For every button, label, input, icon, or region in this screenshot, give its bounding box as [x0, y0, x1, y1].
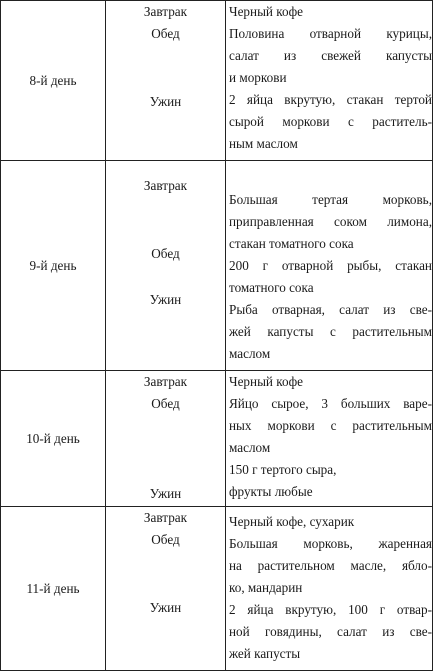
food-line: ко, мандарин [229, 580, 303, 595]
meal-cell [106, 161, 226, 371]
meal-cell [106, 1, 226, 161]
food-line: маслом [229, 440, 271, 455]
food-line: маслом [229, 346, 271, 361]
food-line: ной говядины, салат из све- [229, 624, 432, 639]
day-label-cell [1, 371, 106, 507]
day-label: 10-й день [26, 430, 80, 446]
food-line: и моркови [229, 70, 287, 85]
food-line: Большая морковь, жаренная [229, 536, 432, 551]
food-line: Черный кофе, сухарик [229, 514, 355, 529]
day-label-cell [1, 161, 106, 371]
food-line: Большая тертая морковь, [229, 192, 432, 207]
day-label-cell [1, 507, 106, 671]
meal-breakfast: Завтрак [143, 374, 188, 389]
food-line: на растительном масле, ябло- [229, 558, 432, 573]
food-line: томатного сока [229, 280, 314, 295]
meal-breakfast: Завтрак [143, 178, 188, 193]
meal-breakfast: Завтрак [143, 4, 188, 19]
food-line: фрукты любые [229, 484, 313, 499]
meal-dinner: Ужин [149, 292, 182, 307]
day-label-cell [1, 1, 106, 161]
food-line: Рыба отварная, салат из све- [229, 302, 432, 317]
food-line: жей капусты с растительным [229, 324, 432, 339]
table-row [1, 507, 433, 671]
food-line: жей капусты [229, 646, 301, 661]
food-line: 200 г отварной рыбы, стакан [229, 258, 432, 273]
food-line: салат из свежей капусты [229, 48, 432, 63]
meal-lunch: Обед [151, 26, 180, 41]
meal-dinner: Ужин [149, 486, 182, 501]
food-line: приправленная соком лимона, [229, 214, 432, 229]
food-line: Половина отварной курицы, [229, 26, 432, 41]
meal-dinner: Ужин [149, 94, 182, 109]
meal-lunch: Обед [151, 246, 180, 261]
food-line: Черный кофе [229, 4, 304, 19]
meal-breakfast: Завтрак [143, 510, 188, 525]
food-line: Черный кофе [229, 374, 304, 389]
food-line: сырой моркови с раститель- [229, 114, 432, 129]
food-line: ным маслом [229, 136, 298, 151]
meal-cell [106, 371, 226, 507]
table-row [1, 161, 433, 371]
table-row [1, 371, 433, 507]
meal-dinner: Ужин [149, 600, 182, 615]
food-line: 150 г тертого сыра, [229, 462, 337, 477]
food-cell [226, 507, 433, 671]
day-label: 11-й день [26, 580, 80, 596]
food-cell [226, 161, 433, 371]
meal-cell [106, 507, 226, 671]
food-line: ных моркови с растительным [229, 418, 432, 433]
food-cell [226, 1, 433, 161]
food-line: 2 яйца вкрутую, стакан тертой [229, 92, 432, 107]
food-line: 2 яйца вкрутую, 100 г отвар- [229, 602, 432, 617]
food-cell [226, 371, 433, 507]
meal-lunch: Обед [151, 532, 180, 547]
food-line: Яйцо сырое, 3 больших варе- [229, 396, 432, 411]
meal-lunch: Обед [151, 396, 180, 411]
day-label: 9-й день [29, 257, 77, 273]
table-row [1, 1, 433, 161]
day-label: 8-й день [29, 72, 77, 88]
food-line: стакан томатного сока [229, 236, 354, 251]
